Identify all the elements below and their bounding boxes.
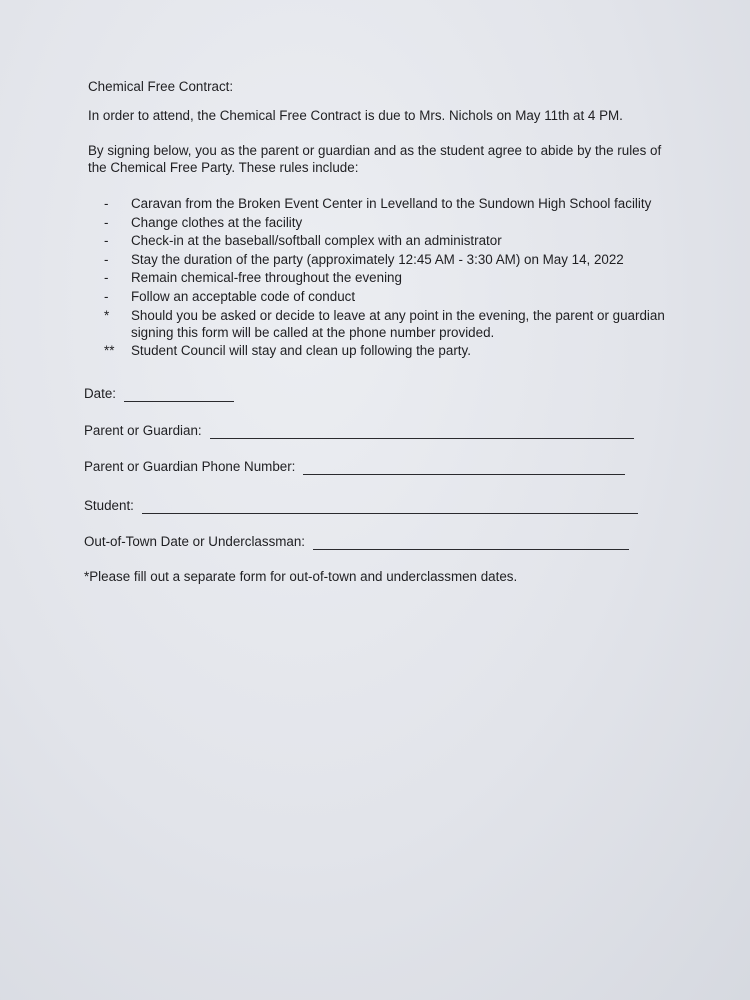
bullet-marker: - <box>104 270 109 286</box>
list-item <box>104 342 684 359</box>
bullet-marker: * <box>104 307 110 323</box>
bullet-marker: - <box>104 288 109 304</box>
list-item <box>104 214 684 231</box>
footnote: *Please fill out a separate form for out-of-town and underclassmen dates. <box>84 569 518 584</box>
date-label: Date: <box>84 386 117 401</box>
rule-text: Check-in at the baseball/softball complex with an administrator <box>131 233 502 249</box>
parent-signature-line[interactable] <box>210 424 634 439</box>
parent-field <box>84 422 634 439</box>
rule-text: Remain chemical-free throughout the evening <box>131 270 402 286</box>
list-item <box>104 269 684 286</box>
rule-text: Stay the duration of the party (approximately 12:45 AM - 3:30 AM) on May 14, 2022 <box>131 251 624 267</box>
list-item <box>104 195 684 212</box>
list-item <box>104 288 684 305</box>
rule-text: Caravan from the Broken Event Center in Levelland to the Sundown High School facility <box>131 196 652 211</box>
bullet-marker: - <box>104 251 109 267</box>
date-signature-line[interactable] <box>124 387 234 402</box>
intro-paragraph: In order to attend, the Chemical Free Contract is due to Mrs. Nichols on May 11th at 4 PM. <box>88 108 623 123</box>
date-field <box>84 385 234 402</box>
contract-title: Chemical Free Contract: <box>88 79 234 94</box>
out-of-town-field <box>84 533 629 550</box>
bullet-marker: ** <box>104 343 115 359</box>
list-item <box>104 307 684 341</box>
phone-field <box>84 458 625 475</box>
out-of-town-label: Out-of-Town Date or Underclassman: <box>84 534 306 549</box>
phone-label: Parent or Guardian Phone Number: <box>84 459 296 474</box>
bullet-marker: - <box>104 196 109 211</box>
rule-text: Student Council will stay and clean up following the party. <box>131 343 471 359</box>
bullet-marker: - <box>104 233 109 249</box>
list-item <box>104 232 684 249</box>
parent-label: Parent or Guardian: <box>84 423 202 438</box>
agreement-paragraph: By signing below, you as the parent or guardian and as the student agree to abide by the rules of the Chemical Free Party. These rules include: <box>88 143 662 175</box>
bullet-marker: - <box>104 214 109 230</box>
rules-list <box>104 195 684 361</box>
rule-text: Should you be asked or decide to leave at any point in the evening, the parent or guardian signing this form will be called at the phone number provided. <box>131 307 665 340</box>
rule-text: Change clothes at the facility <box>131 214 303 230</box>
list-item <box>104 251 684 268</box>
student-label: Student: <box>84 498 134 513</box>
student-field <box>84 497 638 514</box>
student-signature-line[interactable] <box>142 499 638 514</box>
rule-text: Follow an acceptable code of conduct <box>131 288 356 304</box>
out-of-town-line[interactable] <box>313 535 629 550</box>
phone-number-line[interactable] <box>303 460 625 475</box>
